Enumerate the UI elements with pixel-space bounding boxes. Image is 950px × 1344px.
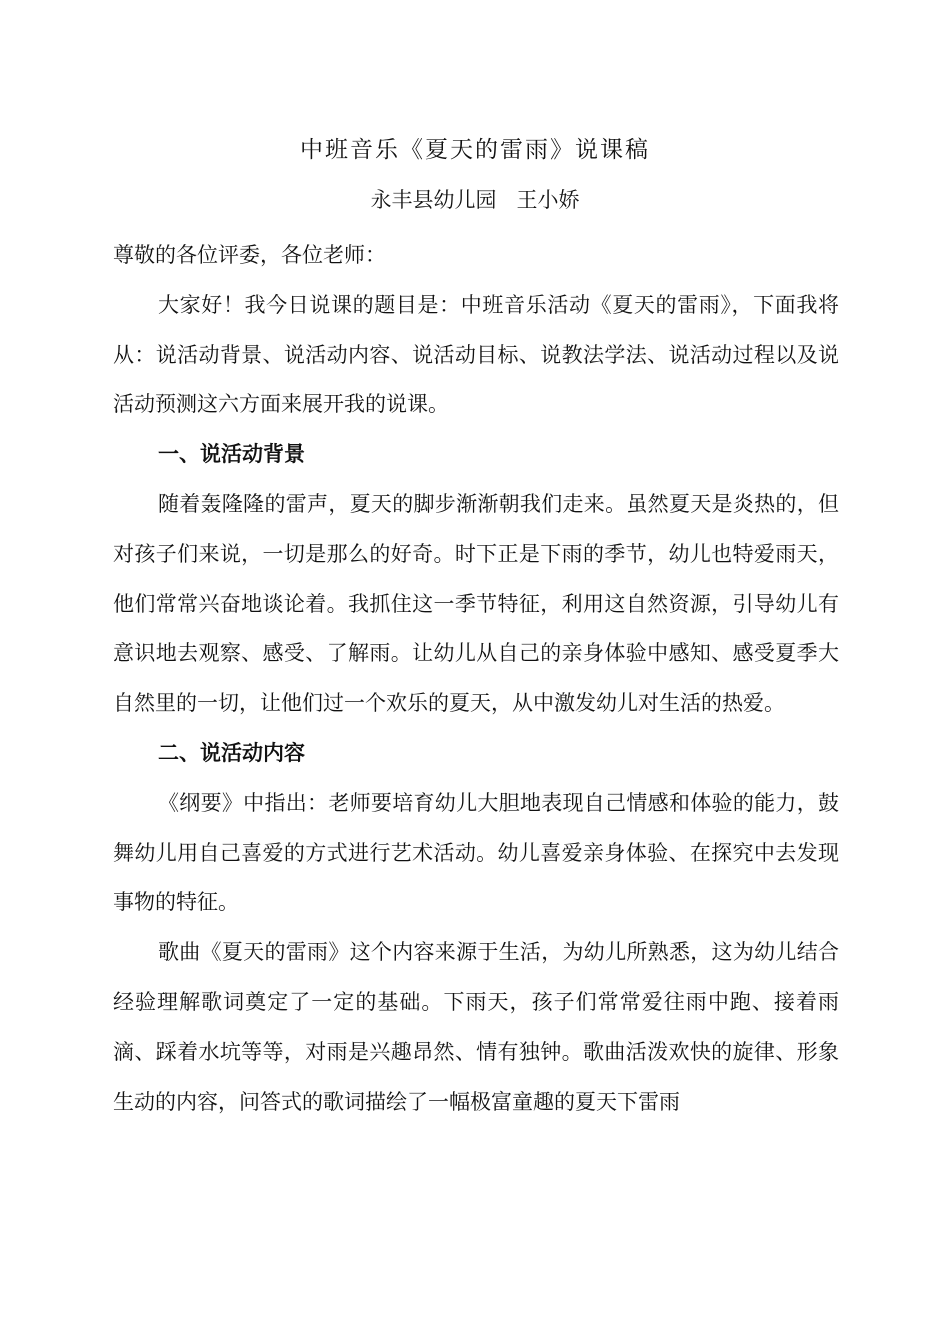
author-name: 王小娇 — [516, 188, 580, 212]
section-heading-background: 一、说活动背景 — [158, 442, 305, 467]
author-school: 永丰县幼儿园 — [370, 188, 497, 212]
section-content-paragraph: 歌曲《夏天的雷雨》这个内容来源于生活，为幼儿所熟悉，这为幼儿结合经验理解歌词奠定了一定的基础。下雨天，孩子们常常爱往雨中跑、接着雨滴、踩着水坑等等，对雨是兴趣昂然、情有独钟。歌曲活泼欢快的旋律、形象生动的内容，问答式的歌词描绘了一幅极富童趣的夏天下雷雨 — [113, 940, 839, 1114]
document-title: 中班音乐《夏天的雷雨》说课稿 — [300, 137, 650, 163]
intro-paragraph: 大家好！我今日说课的题目是：中班音乐活动《夏天的雷雨》，下面我将从：说活动背景、说活动内容、说活动目标、说教法学法、说活动过程以及说活动预测这六方面来展开我的说课。 — [113, 292, 839, 417]
document-body — [113, 231, 839, 1127]
section-content-paragraph: 《纲要》中指出：老师要培育幼儿大胆地表现自己情感和体验的能力，鼓舞幼儿用自己喜爱的方式进行艺术活动。幼儿喜爱亲身体验、在探究中去发现事物的特征。 — [113, 790, 839, 915]
author-line — [0, 182, 950, 218]
section-background-paragraph: 随着轰隆隆的雷声，夏天的脚步渐渐朝我们走来。虽然夏天是炎热的，但对孩子们来说，一切是那么的好奇。时下正是下雨的季节，幼儿也特爱雨天，他们常常兴奋地谈论着。我抓住这一季节特征，利用这自然资源，引导幼儿有意识地去观察、感受、了解雨。让幼儿从自己的亲身体验中感知、感受夏季大自然里的一切，让他们过一个欢乐的夏天，从中激发幼儿对生活的热爱。 — [113, 491, 839, 716]
section-heading-content: 二、说活动内容 — [158, 740, 305, 765]
salutation: 尊敬的各位评委，各位老师： — [113, 243, 386, 267]
